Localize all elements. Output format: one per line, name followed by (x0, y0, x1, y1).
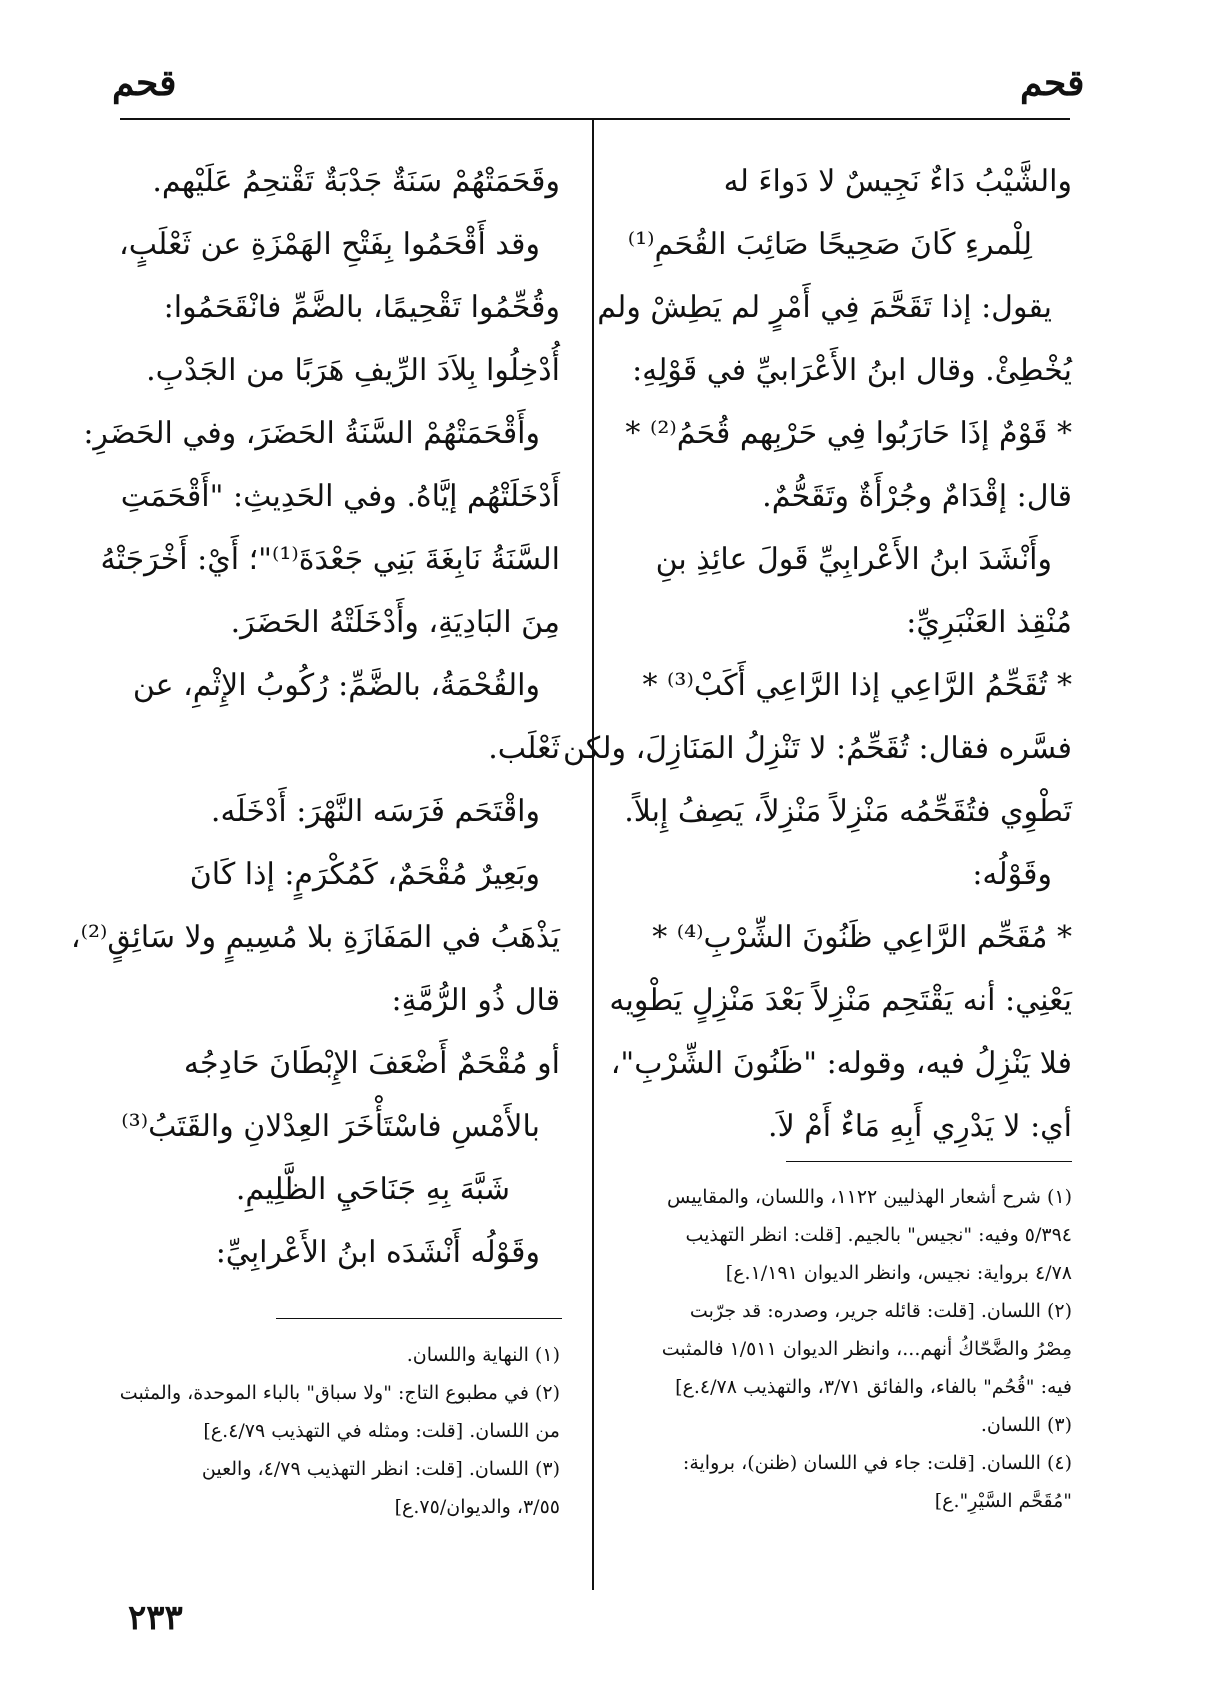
body-line: وقَوْلُه: (972, 857, 1052, 892)
body-line: مُنْقِذ العَنْبَرِيِّ: (906, 605, 1072, 640)
body-line: يَذْهَبُ في المَفَازَةِ بلا مُسِيمٍ ولا سَائِقٍ⁽²⁾، (70, 920, 560, 955)
footnote-line: (٣) اللسان. (980, 1414, 1072, 1436)
left-column (70, 150, 560, 1284)
running-head-right: قحم (1020, 62, 1085, 104)
body-line: أُدْخِلُوا بِلاَدَ الرِّيفِ هَرَبًا من الجَدْبِ. (146, 353, 560, 388)
body-line: يُخْطِئْ. وقال ابنُ الأَعْرَابيِّ في قَوْلِهِ: (632, 353, 1072, 388)
footnote-line: (١) شرح أشعار الهذليين ١١٢٢، واللسان، والمقاييس (666, 1186, 1072, 1208)
footnote-line: (٣) اللسان. [قلت: انظر التهذيب ٤/٧٩، والعين (201, 1458, 560, 1480)
body-line: * مُقَحِّم الرَّاعِي ظَنُونَ الشِّرْبِ⁽⁴⁾ * (652, 920, 1072, 955)
page-number: ٢٣٣ (128, 1598, 183, 1638)
body-line: والقُحْمَةُ، بالضَّمِّ: رُكُوبُ الإِثْمِ، عن (132, 668, 540, 703)
body-line: شَبَّهَ بِهِ جَنَاحَيِ الظَّلِيمِ. (235, 1172, 510, 1207)
body-line: وقد أَقْحَمُوا بِفَتْحِ الهَمْزَةِ عن ثَعْلَبٍ، (119, 227, 540, 262)
body-line: واقْتَحَم فَرَسَه النَّهْرَ: أَدْخَلَه. (210, 794, 540, 829)
footnote-line: (٤) اللسان. [قلت: جاء في اللسان (ظنن)، برواية: (682, 1452, 1072, 1474)
body-line: مِنَ البَادِيَةِ، وأَدْخَلَتْهُ الحَضَرَ. (230, 605, 560, 640)
body-line: قال ذُو الرُّمَّةِ: (391, 983, 560, 1018)
footnote-line: ٣/٥٥، والديوان/٧٥.ع] (394, 1496, 560, 1518)
footnote-line: ٥/٣٩٤ وفيه: "نجيس" بالجيم. [قلت: انظر التهذيب (685, 1224, 1072, 1246)
body-line: يقول: إذا تَقَحَّمَ فِي أَمْرٍ لم يَطِشْ ولم (597, 290, 1052, 325)
header-rule (120, 118, 1070, 120)
body-line: فلا يَنْزِلُ فيه، وقوله: "ظَنُونَ الشِّرْبِ"، (610, 1046, 1072, 1081)
footnote-line: (١) النهاية واللسان. (406, 1344, 560, 1366)
body-line: وقَحَمَتْهُمْ سَنَةٌ جَدْبَةٌ تَقْتحِمُ عَلَيْهم. (152, 164, 560, 199)
footnotes-left (112, 1336, 560, 1526)
body-line: لِلْمرءِ كَانَ صَحِيحًا صَائِبَ القُحَمِ⁽¹⁾ (627, 227, 1032, 262)
body-line: يَعْنِي: أنه يَقْتَحِم مَنْزِلاً بَعْدَ مَنْزِلٍ يَطْوِيه (609, 983, 1072, 1018)
footnote-line: "مُقَحَّم السَّيْرِ".ع] (934, 1490, 1072, 1512)
body-line: تَطْوِي فتُقَحِّمُه مَنْزِلاً مَنْزِلاً، يَصِفُ إِبلاً. (624, 794, 1072, 829)
footnote-line: ٤/٧٨ برواية: نجيس، وانظر الديوان ١/١٩١.ع] (725, 1262, 1072, 1284)
footnote-line: من اللسان. [قلت: ومثله في التهذيب ٤/٧٩.ع] (203, 1420, 560, 1442)
running-head-left: قحم (112, 62, 177, 104)
body-line: وقُحِّمُوا تَقْحِيمًا، بالضَّمِّ فانْقَحَمُوا: (163, 290, 560, 325)
footnote-line: مِصْرُ والضَّحّاكُ أنهم...، وانظر الديوان ١/٥١١ فالمثبت (661, 1338, 1072, 1360)
body-line: قال: إقْدَامٌ وجُرْأَةٌ وتَقَحُّمٌ. (762, 479, 1072, 514)
body-line: ثَعْلَب. (488, 731, 560, 766)
body-line: وأَقْحَمَتْهُمْ السَّنَةُ الحَضَرَ، وفي الحَضَرِ: (83, 416, 540, 451)
body-line: بالأَمْسِ فاسْتَأْخَرَ العِدْلانِ والقَتَبُ⁽³⁾ (121, 1109, 540, 1144)
body-line: أي: لا يَدْرِي أَبِهِ مَاءٌ أَمْ لاَ. (768, 1109, 1072, 1144)
footnote-rule-left (276, 1318, 562, 1319)
footnote-rule-right (786, 1161, 1072, 1162)
body-line: وبَعِيرٌ مُقْحَمٌ، كَمُكْرَمٍ: إذا كَانَ (189, 857, 540, 892)
footnotes-right (632, 1178, 1072, 1520)
body-line: * تُقَحِّمُ الرَّاعِي إذا الرَّاعِي أَكَبْ⁽³⁾ * (642, 668, 1072, 703)
footnote-line: (٢) اللسان. [قلت: قائله جرير، وصدره: قد جرّبت (689, 1300, 1072, 1322)
body-line: فسَّره فقال: تُقَحِّمُ: لا تَنْزِلُ المَنَازِلَ، ولكن (563, 731, 1072, 766)
body-line: أو مُقْحَمٌ أَضْعَفَ الإِبْطَانَ حَادِجُه (183, 1046, 560, 1081)
footnote-line: فيه: "قُحُم" بالفاء، والفائق ٣/٧١، والتهذيب ٤/٧٨.ع] (675, 1376, 1072, 1398)
body-line: وأَنْشَدَ ابنُ الأَعْرابِيِّ قَولَ عائِذِ بنِ (655, 542, 1052, 577)
body-line: أَدْخَلَتْهُم إيَّاهُ. وفي الحَدِيثِ: "أَقْحَمَتِ (120, 479, 560, 514)
right-column (563, 150, 1072, 1158)
body-line: وقَوْلُه أَنْشَدَه ابنُ الأَعْرابِيِّ: (215, 1235, 540, 1270)
column-divider (592, 120, 594, 1590)
body-line: والشَّيْبُ دَاءٌ نَجِيسٌ لا دَواءَ له (723, 164, 1072, 199)
footnote-line: (٢) في مطبوع التاج: "ولا سباق" بالباء الموحدة، والمثبت (119, 1382, 560, 1404)
body-line: السَّنَةُ نَابِغَةَ بَنِي جَعْدَةَ⁽¹⁾"؛ أَيْ: أَخْرَجَتْهُ (100, 542, 560, 577)
body-line: * قَوْمٌ إذَا حَارَبُوا فِي حَرْبِهم قُحَمُ⁽²⁾ * (625, 416, 1072, 451)
